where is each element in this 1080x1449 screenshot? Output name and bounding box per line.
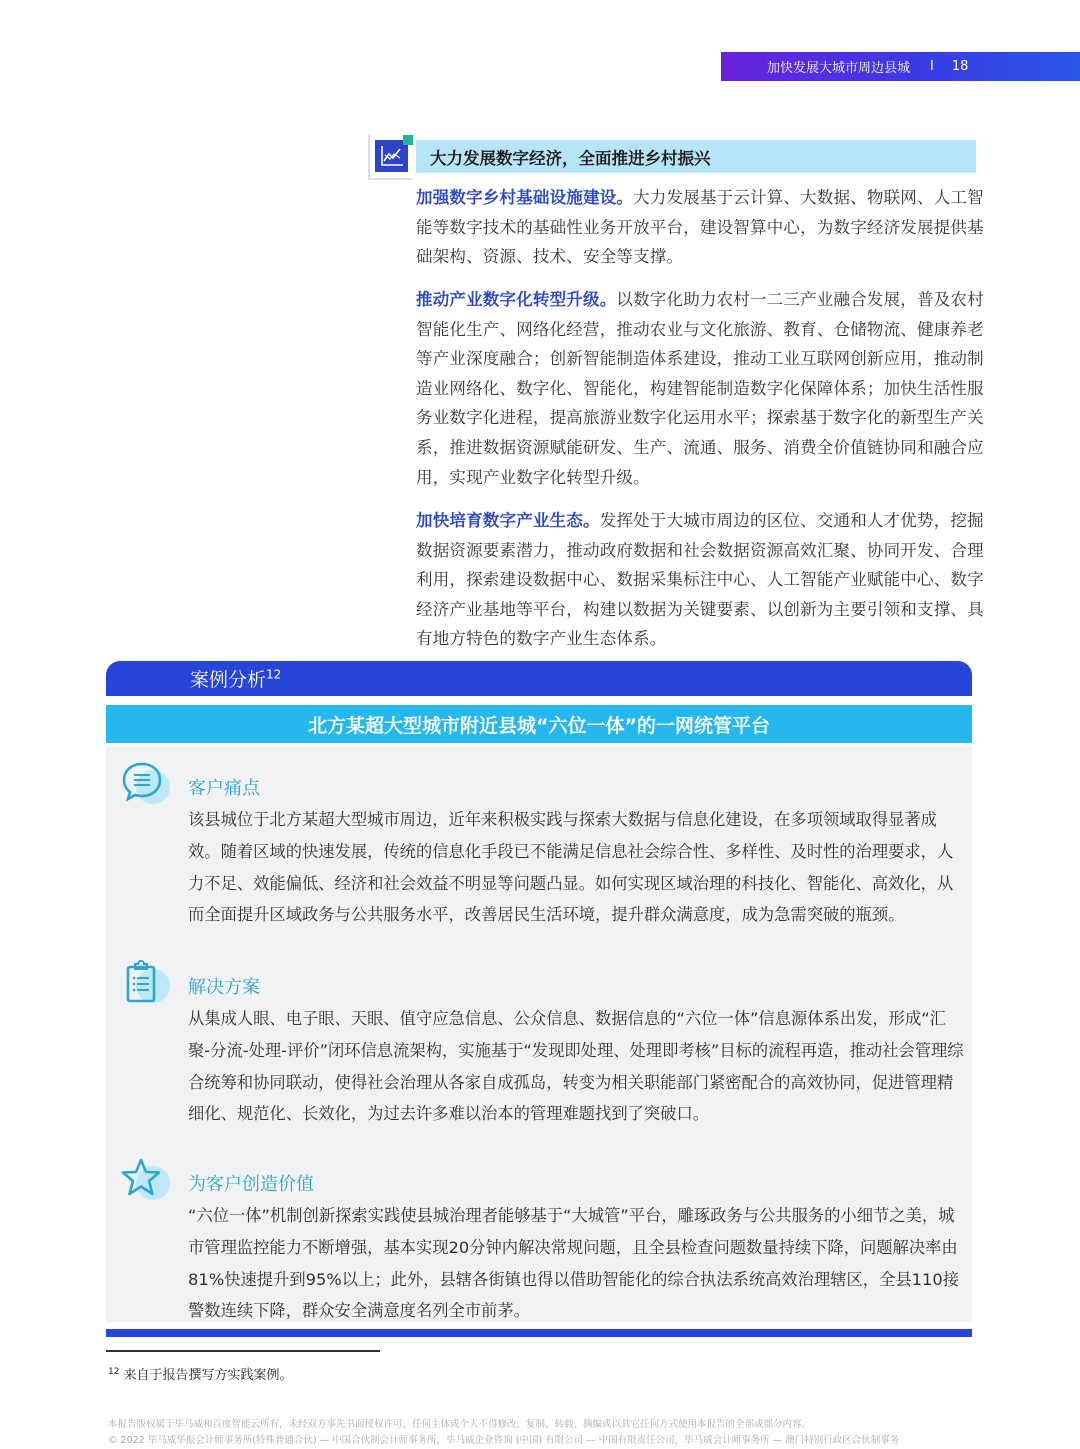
copyright-line-2: © 2022 毕马威华振会计师事务所(特殊普通合伙) — 中国合伙制会计师事务所，毕马威企业咨询 (中国) 有限公司 — 中国有限责任公司，毕马威会计师事务所 — 澳门特别行政区合伙制事务 (108, 1435, 900, 1446)
paragraph-industry-transformation (416, 285, 986, 492)
paragraph-body: 发挥处于大城市周边的区位、交通和人才优势，挖掘数据资源要素潜力，推动政府数据和社会数据资源高效汇聚、协同开发、合理利用，探索建设数据中心、数据采集标注中心、人工智能产业赋能中心、数字经济产业基地等平台，构建以数据为关键要素、以创新为主要引领和支撑、具有地方特色的数字产业生态体系。 (416, 511, 984, 649)
case-item-text: “六位一体”机制创新探索实践使县城治理者能够基于“大城管”平台，雕琢政务与公共服务的小细节之美，城市管理监控能力不断增强，基本实现20分钟内解决常规问题，且全县检查问题数量持续下降，问题解决率由81%快速提升到95%以上；此外，县辖各街镇也得以借助智能化的综合执法系统高效治理辖区，全县110接警数连续下降，群众安全满意度名列全市前茅。 (188, 1206, 959, 1321)
section-heading (368, 134, 976, 179)
header-separator: I (930, 59, 934, 74)
section-title-bar (416, 140, 976, 173)
case-bottom-rule (106, 1329, 972, 1337)
case-body (106, 746, 972, 1322)
case-title: 北方某超大型城市附近县城“六位一体”的一网统管平台 (308, 714, 770, 737)
header-section-title: 加快发展大城市周边县城 (767, 61, 911, 76)
case-item-text: 该县城位于北方某超大型城市周边，近年来积极实践与探索大数据与信息化建设，在多项领域取得显著成效。随着区域的快速发展，传统的信息化手段已不能满足信息社会综合性、多样性、及时性的治理要求，人力不足、效能偏低、经济和社会效益不明显等问题凸显。如何实现区域治理的科技化、智能化、高效化，从而全面提升区域政务与公共服务水平，改善居民生活环境，提升群众满意度，成为急需突破的瓶颈。 (188, 810, 954, 925)
paragraph-infrastructure (416, 183, 986, 272)
case-item-heading: 客户痛点 (188, 778, 260, 799)
case-item-heading: 解决方案 (188, 977, 260, 998)
paragraph-body: 以数字化助力农村一二三产业融合发展，普及农村智能化生产、网络化经营，推动农业与文化旅游、教育、仓储物流、健康养老等产业深度融合；创新智能制造体系建设，推动工业互联网创新应用，推动制造业网络化、数字化、智能化，构建智能制造数字化保障体系；加快生活性服务业数字化进程，提高旅游业数字化运用水平；探索基于数字化的新型生产关系，推进数据资源赋能研发、生产、流通、服务、消费全价值链协同和融合应用，实现产业数字化转型升级。 (416, 290, 984, 487)
case-analysis-header (106, 661, 972, 696)
footnote-divider (106, 1350, 380, 1352)
accent-square (403, 135, 413, 145)
case-title-bar (106, 705, 972, 743)
paragraph-industry-ecosystem (416, 506, 986, 654)
running-header (721, 52, 1080, 81)
footnote (108, 1364, 292, 1383)
clipboard-icon (120, 959, 172, 1009)
page-number: 18 (951, 59, 969, 74)
case-item-heading: 为客户创造价值 (188, 1174, 314, 1195)
star-icon (120, 1156, 172, 1206)
footnote-text: 来自于报告撰写方实践案例。 (123, 1368, 293, 1383)
footnote-number: 12 (108, 1366, 120, 1377)
paragraph-lead: 加快培育数字产业生态。 (416, 511, 600, 530)
paragraph-lead: 加强数字乡村基础设施建设。 (416, 188, 634, 207)
case-label: 案例分析 (190, 669, 267, 691)
case-item-text: 从集成人眼、电子眼、天眼、值守应急信息、公众信息、数据信息的“六位一体”信息源体系出发，形成“汇聚-分流-处理-评价”闭环信息流架构，实施基于“发现即处理、处理即考核”目标的流程再造，推动社会管理综合统筹和协同联动，使得社会治理从各家自成孤岛，转变为相关职能部门紧密配合的高效协同，促进管理精细化、规范化、长效化，为过去许多难以治本的管理难题找到了突破口。 (188, 1009, 964, 1124)
section-title: 大力发展数字经济，全面推进乡村振兴 (430, 148, 711, 168)
speech-bubble-icon (120, 760, 172, 810)
paragraph-body: 大力发展基于云计算、大数据、物联网、人工智能等数字技术的基础性业务开放平台，建设智算中心，为数字经济发展提供基础架构、资源、技术、安全等支撑。 (416, 188, 984, 267)
footnote-reference: 12 (266, 667, 282, 682)
copyright-notice (108, 1417, 899, 1449)
line-chart-icon (368, 134, 412, 180)
copyright-line-1: 本报告版权属于毕马威和百度智能云所有，未经双方事先书面授权许可，任何主体或个人不得修改、复制、转载、摘编或以其它任何方式使用本报告的全部或部分内容。 (108, 1419, 812, 1430)
paragraph-lead: 推动产业数字化转型升级。 (416, 290, 617, 309)
